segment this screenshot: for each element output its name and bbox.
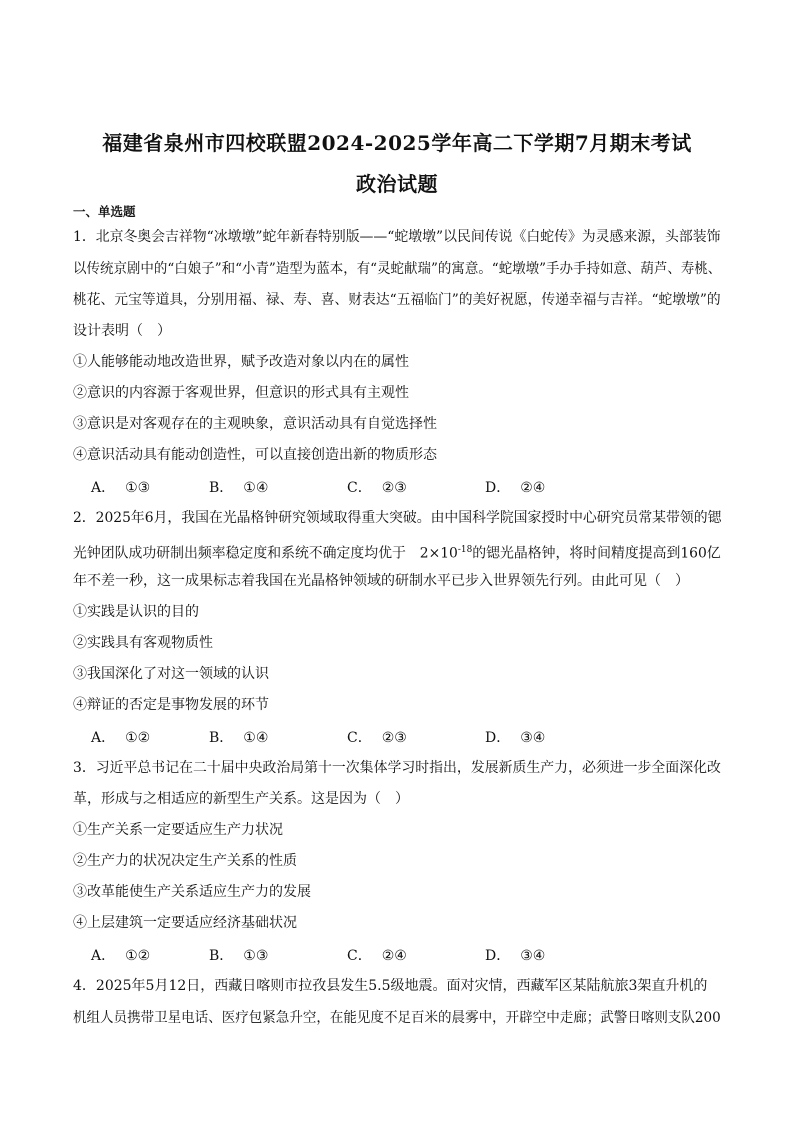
q4-line-2: 机组人员携带卫星电话、医疗包紧急升空，在能见度不足百米的晨雾中，开辟空中走廊；武警日喀则支队200 — [73, 1010, 721, 1026]
q2-line-2: 光钟团队成功研制出频率稳定度和系统不确定度均优于 $2\times 10^{-18}$的锶光晶格钟，将时间精度提高到160亿 — [73, 545, 721, 562]
q1-statement-1: ①人能够能动地改造世界，赋予改造对象以内在的属性 — [73, 354, 409, 370]
q1-line-2: 以传统京剧中的“白娘子”和“小青”造型为蓝本，有“灵蛇献瑞”的寓意。“蛇墩墩”手办手持如意、葫芦、寿桃、 — [73, 261, 722, 277]
q1-statement-2: ②意识的内容源于客观世界，但意识的形式具有主观性 — [73, 385, 409, 401]
section-heading: 一、单选题 — [73, 204, 136, 219]
q3-option-d[interactable]: D． ③④ — [485, 948, 546, 964]
q1-option-b[interactable]: B． ①④ — [209, 480, 269, 496]
q2-option-c[interactable]: C． ②③ — [347, 730, 407, 746]
q3-statement-3: ③改革能使生产关系适应生产力的发展 — [73, 884, 311, 900]
q3-option-b[interactable]: B． ①③ — [209, 948, 269, 964]
q2-line-1: 2．2025年6月，我国在光晶格钟研究领域取得重大突破。由中国科学院国家授时中心研究员常某带领的锶 — [73, 510, 722, 526]
q3-statement-2: ②生产力的状况决定生产关系的性质 — [73, 853, 297, 869]
q3-option-c[interactable]: C． ②④ — [347, 948, 407, 964]
q1-options — [73, 477, 721, 497]
q3-statement-4: ④上层建筑一定要适应经济基础状况 — [73, 915, 297, 931]
q3-line-2: 革，形成与之相适应的新型生产关系。这是因为（ ） — [73, 791, 409, 807]
q4-line-1: 4．2025年5月12日，西藏日喀则市拉孜县发生5.5级地震。面对灾情，西藏军区某陆航旅3架直升机的 — [73, 978, 708, 994]
exam-title: 福建省泉州市四校联盟2024-2025学年高二下学期7月期末考试 — [102, 131, 692, 155]
q3-option-a[interactable]: A． ①② — [91, 948, 151, 964]
q1-option-d[interactable]: D． ②④ — [485, 480, 546, 496]
q2-options — [73, 727, 721, 747]
q3-line-1: 3．习近平总书记在二十届中央政治局第十一次集体学习时指出，发展新质生产力，必须进一步全面深化改 — [73, 760, 721, 776]
q2-line-3: 年不差一秒，这一成果标志着我国在光晶格钟领域的研制水平已步入世界领先行列。由此可见（ ） — [73, 573, 689, 589]
q1-line-3: 桃花、元宝等道具，分别用福、禄、寿、喜、财表达“五福临门”的美好祝愿，传递幸福与吉祥。“蛇墩墩”的 — [73, 292, 721, 308]
exam-subtitle: 政治试题 — [356, 172, 438, 196]
q1-line-1: 1．北京冬奥会吉祥物“冰墩墩”蛇年新春特别版——“蛇墩墩”以民间传说《白蛇传》为灵感来源，头部装饰 — [73, 229, 721, 245]
q2-statement-2: ②实践具有客观物质性 — [73, 635, 213, 651]
q2-statement-3: ③我国深化了对这一领域的认识 — [73, 666, 269, 682]
q3-options — [73, 945, 721, 965]
q2-option-a[interactable]: A． ①② — [91, 730, 151, 746]
q1-line-4: 设计表明（ ） — [73, 323, 171, 339]
q1-statement-4: ④意识活动具有能动创造性，可以直接创造出新的物质形态 — [73, 447, 437, 463]
q1-option-a[interactable]: A． ①③ — [91, 480, 151, 496]
q2-option-b[interactable]: B． ①④ — [209, 730, 269, 746]
q2-statement-1: ①实践是认识的目的 — [73, 604, 199, 620]
q2-exponent: -18 — [457, 545, 473, 555]
q1-statement-3: ③意识是对客观存在的主观映象，意识活动具有自觉选择性 — [73, 416, 437, 432]
q1-option-c[interactable]: C． ②③ — [347, 480, 407, 496]
q2-option-d[interactable]: D． ③④ — [485, 730, 546, 746]
q2-statement-4: ④辩证的否定是事物发展的环节 — [73, 697, 269, 713]
q3-statement-1: ①生产关系一定要适应生产力状况 — [73, 822, 283, 838]
